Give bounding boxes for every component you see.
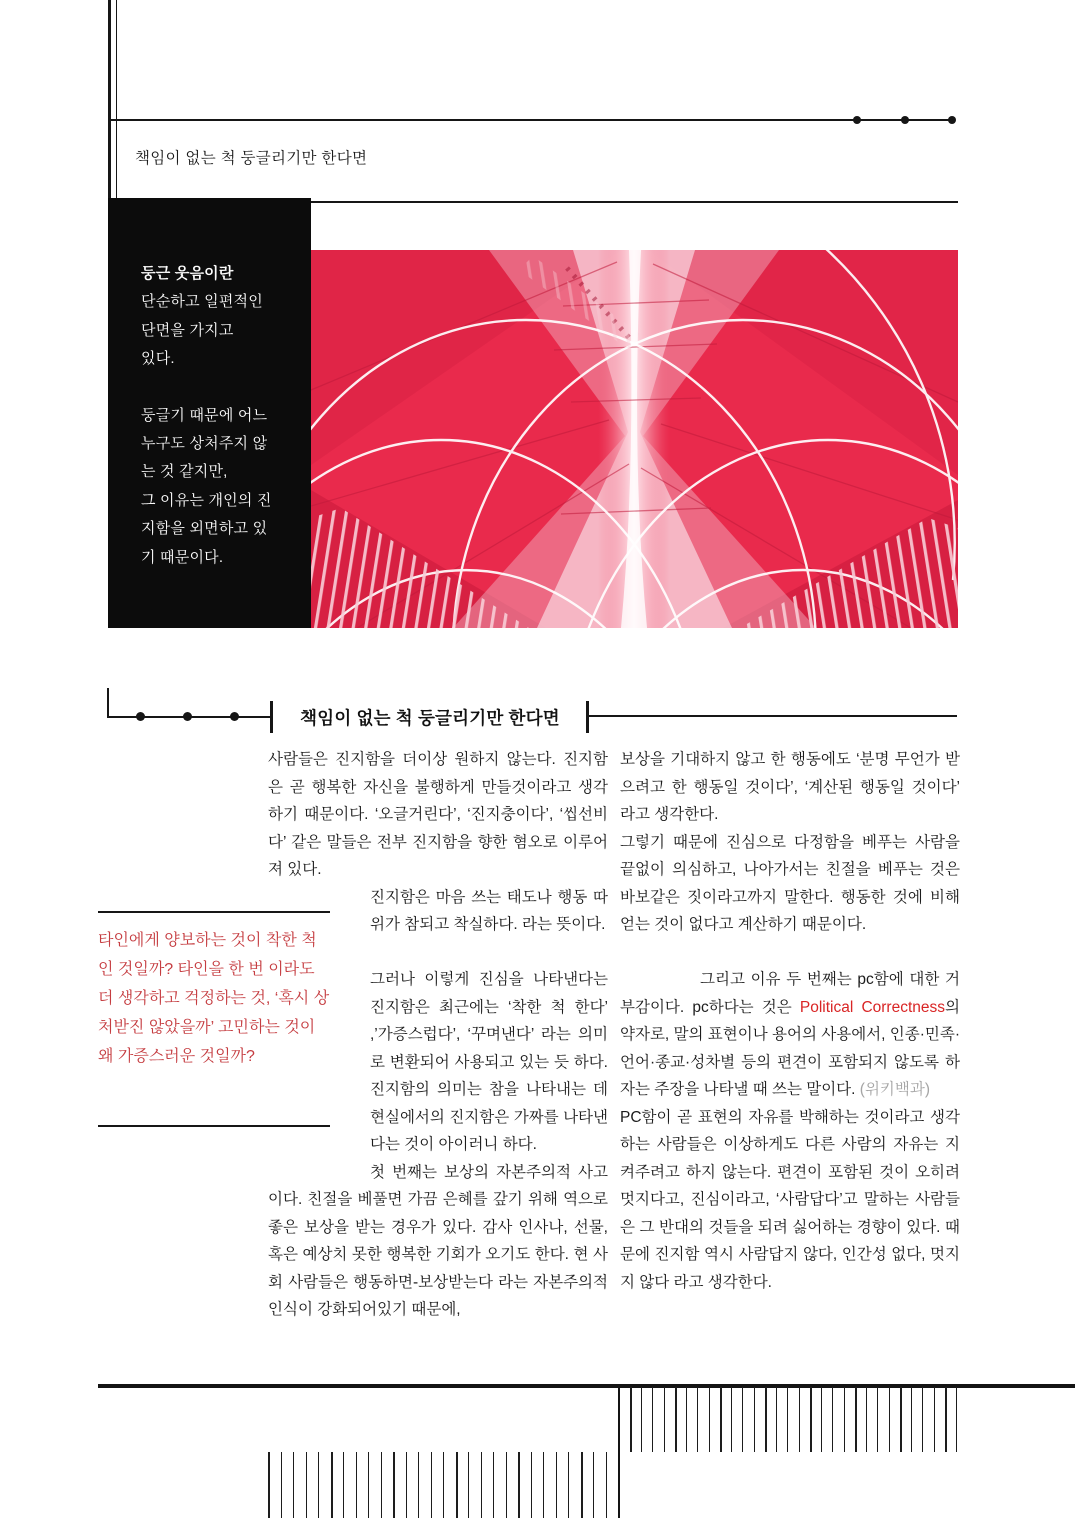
mid-rule-right bbox=[589, 715, 957, 717]
title-bar-left bbox=[270, 701, 273, 733]
barcode-line bbox=[934, 1387, 935, 1452]
intro-box-para1 bbox=[141, 288, 287, 373]
bottom-vertical-line bbox=[618, 1384, 620, 1518]
barcode-line bbox=[381, 1452, 382, 1518]
dot bbox=[853, 116, 861, 124]
top-dots bbox=[853, 116, 956, 124]
barcode-line bbox=[593, 1452, 594, 1518]
intro-box-text-line: 둥글기 때문에 어느 bbox=[141, 406, 268, 424]
barcode-right bbox=[630, 1387, 958, 1452]
barcode-line bbox=[686, 1387, 687, 1452]
intro-box-text-line: 기 때문이다. bbox=[141, 548, 224, 566]
col2-p3-text: 그리고 이유 두 번째는 pc함에 대한 거부감이다. pc하다는 것은 bbox=[620, 971, 960, 1016]
barcode-line bbox=[268, 1452, 270, 1518]
col2-paragraph-3 bbox=[620, 966, 960, 1104]
barcode-line bbox=[922, 1387, 923, 1452]
col1-paragraph-4: 첫 번째는 보상의 자본주의적 사고이다. 친절을 베풀면 가끔 은혜를 갚기 위해 역으로 좋은 보상을 받는 경우가 있다. 감사 인사나, 선물, 혹은 예상치 못한 행복한 기회가 오기도 한다. 현 사회 사람들은 행동하면-보상받는다 라는 자본주의적 인식이 강화되어있기 때문에, bbox=[268, 1163, 608, 1318]
barcode-line bbox=[406, 1452, 407, 1518]
barcode-line bbox=[306, 1452, 307, 1518]
barcode-line bbox=[518, 1452, 520, 1518]
hero-artwork-svg bbox=[311, 250, 958, 628]
barcode-line bbox=[664, 1387, 665, 1452]
barcode-line bbox=[956, 1387, 957, 1452]
mid-corner-line bbox=[107, 688, 109, 717]
intro-box-text-line: 누구도 상처주지 않 bbox=[141, 435, 268, 453]
barcode-line bbox=[456, 1452, 458, 1518]
barcode-line bbox=[652, 1387, 653, 1452]
barcode-line bbox=[356, 1452, 357, 1518]
barcode-line bbox=[318, 1452, 319, 1518]
header-rule bbox=[108, 119, 953, 121]
barcode-line bbox=[393, 1452, 395, 1518]
barcode-line bbox=[855, 1387, 857, 1452]
barcode-line bbox=[368, 1452, 369, 1518]
hero-image bbox=[311, 250, 958, 628]
col1-paragraph-3: 그러나 이렇게 진심을 나타낸다는 진지함은 최근에는 ‘착한 척 한다’ ,’가증스럽다’, ‘꾸며낸다’ 라는 의미로 변환되어 사용되고 있는 듯 하다. 진지함의 의미는 참을 나타내는 데 현실에서의 진지함은 가짜를 나타낸다는 것이 아이러니 하다. bbox=[370, 971, 608, 1153]
col1-paragraph-2: 진지함은 마음 쓰는 태도나 행동 따위가 참되고 착실하다. 라는 뜻이다. bbox=[370, 888, 608, 933]
barcode-line bbox=[844, 1387, 845, 1452]
intro-box-text-line: 있다. bbox=[141, 350, 175, 368]
barcode-line bbox=[799, 1387, 800, 1452]
dot bbox=[183, 712, 192, 721]
barcode-line bbox=[641, 1387, 642, 1452]
barcode-line bbox=[821, 1387, 822, 1452]
section-title: 책임이 없는 척 둥글리기만 한다면 bbox=[300, 708, 560, 728]
barcode-line bbox=[468, 1452, 469, 1518]
col1-paragraph-1: 사람들은 진지함을 더이상 원하지 않는다. 진지함은 곧 행복한 자신을 불행하게 만들것이라고 생각하기 때문이다. ‘오글거린다’, ‘진지충이다’, ‘씹선비다’ 같은 말들은 전부 진지함을 향한 혐오로 이루어져 있다. bbox=[268, 751, 608, 878]
barcode-line bbox=[630, 1387, 632, 1452]
header-eyebrow: 책임이 없는 척 둥글리기만 한다면 bbox=[135, 150, 368, 167]
col2-p3-highlight: Political Correctness bbox=[799, 998, 946, 1016]
pull-quote-text: 타인에게 양보하는 것이 착한 척인 것일까? 타인을 한 번 이라도 더 생각하고 걱정하는 것, ‘혹시 상처받진 않았을까’ 고민하는 것이 왜 가증스러운 것일까? bbox=[98, 932, 330, 1065]
barcode-line bbox=[531, 1452, 532, 1518]
barcode-line bbox=[506, 1452, 507, 1518]
barcode-line bbox=[731, 1387, 732, 1452]
barcode-line bbox=[581, 1452, 583, 1518]
barcode-line bbox=[720, 1387, 722, 1452]
intro-box-para2 bbox=[141, 402, 287, 572]
title-bar-right bbox=[586, 701, 589, 733]
barcode-line bbox=[293, 1452, 294, 1518]
barcode-line bbox=[709, 1387, 710, 1452]
col2-paragraph-2: 그렇기 때문에 진심으로 다정함을 베푸는 사람을 끝없이 의심하고, 나아가서는 친절을 베푸는 것은 바보같은 짓이라고까지 말한다. 행동한 것에 비해 얻는 것이 없다고 계산하기 때문이다. bbox=[620, 833, 960, 933]
col2-p3-source: (위키백과) bbox=[859, 1081, 930, 1098]
col2-paragraph-4: PC함이 곧 표현의 자유를 박해하는 것이라고 생각하는 사람들은 이상하게도 다른 사람의 자유는 지켜주려고 하지 않는다. 편견이 포함된 것이 오히려 멋지다고, 진심이라고, ‘사람답다’고 말하는 사람들은 그 반대의 것들을 되려 싫어하는 경향이 있다. 때문에 진지함 역시 사람답지 않다, 인간성 없다, 멋지지 않다 라고 생각한다. bbox=[620, 1108, 960, 1291]
intro-box bbox=[108, 198, 311, 628]
barcode-line bbox=[889, 1387, 890, 1452]
barcode-line bbox=[832, 1387, 833, 1452]
left-edge-line-thick bbox=[108, 0, 111, 198]
barcode-line bbox=[754, 1387, 755, 1452]
intro-box-lead: 둥근 웃음이란 bbox=[141, 265, 234, 282]
intro-box-text-line: 지함을 외면하고 있 bbox=[141, 520, 268, 538]
barcode-line bbox=[418, 1452, 419, 1518]
intro-box-text-line: 단면을 가지고 bbox=[141, 321, 234, 339]
barcode-line bbox=[877, 1387, 878, 1452]
mid-dots bbox=[136, 712, 239, 721]
barcode-line bbox=[543, 1452, 544, 1518]
barcode-line bbox=[776, 1387, 777, 1452]
dot bbox=[901, 116, 909, 124]
barcode-line bbox=[742, 1387, 743, 1452]
barcode-line bbox=[481, 1452, 482, 1518]
barcode-line bbox=[787, 1387, 788, 1452]
dot bbox=[230, 712, 239, 721]
barcode-line bbox=[911, 1387, 912, 1452]
barcode-line bbox=[945, 1387, 947, 1452]
barcode-line bbox=[343, 1452, 344, 1518]
barcode-line bbox=[606, 1452, 607, 1518]
col2-paragraph-1: 보상을 기대하지 않고 한 행동에도 ‘분명 무언가 받으려고 한 행동일 것이다’, ‘계산된 행동일 것이다’ 라고 생각한다. bbox=[620, 751, 960, 823]
dot bbox=[948, 116, 956, 124]
barcode-left bbox=[268, 1452, 608, 1518]
body-column-2 bbox=[620, 746, 960, 1296]
barcode-line bbox=[900, 1387, 902, 1452]
dot bbox=[136, 712, 145, 721]
col2-p3-text-after: 의 약자로, 말의 표현이나 용어의 사용에서, 인종·민족·언어·종교·성차별 등의 편견이 포함되지 않도록 하자는 주장을 나타낼 때 쓰는 말이다. bbox=[620, 998, 960, 1098]
barcode-line bbox=[866, 1387, 867, 1452]
barcode-line bbox=[810, 1387, 812, 1452]
intro-box-text-line: 그 이유는 개인의 진 bbox=[141, 491, 272, 509]
barcode-line bbox=[431, 1452, 432, 1518]
barcode-line bbox=[765, 1387, 767, 1452]
barcode-line bbox=[493, 1452, 494, 1518]
barcode-line bbox=[556, 1452, 557, 1518]
barcode-line bbox=[281, 1452, 282, 1518]
barcode-line bbox=[697, 1387, 698, 1452]
left-edge-line-thin bbox=[116, 0, 117, 198]
intro-box-text-line: 단순하고 일편적인 bbox=[141, 293, 263, 311]
barcode-line bbox=[331, 1452, 333, 1518]
barcode-line bbox=[443, 1452, 444, 1518]
intro-box-text-line: 는 것 같지만, bbox=[141, 463, 228, 481]
barcode-line bbox=[675, 1387, 677, 1452]
pull-quote bbox=[98, 911, 330, 1127]
subheader-rule bbox=[311, 201, 958, 203]
barcode-line bbox=[568, 1452, 569, 1518]
